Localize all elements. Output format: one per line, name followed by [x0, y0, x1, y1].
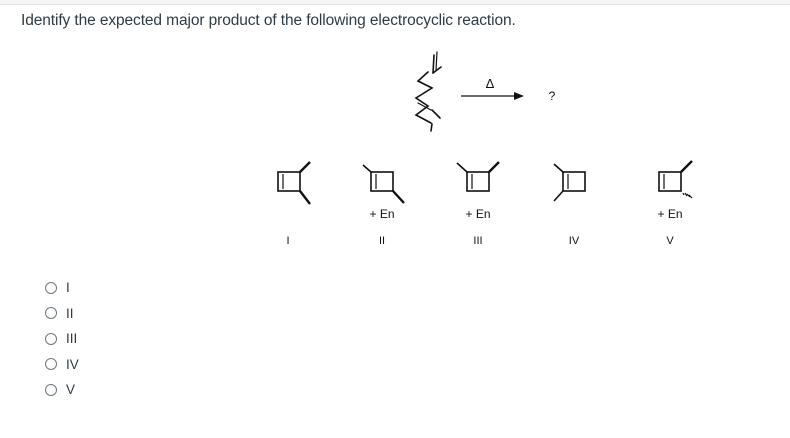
- answer-options: [45, 275, 245, 403]
- radio-button[interactable]: [45, 282, 57, 294]
- answer-label: II: [66, 305, 74, 321]
- answer-option-I[interactable]: [45, 275, 245, 301]
- product-placeholder: ?: [548, 89, 556, 103]
- product-V-extra: + En: [657, 207, 683, 221]
- answer-label: III: [66, 331, 78, 347]
- reaction-arrow: [461, 92, 524, 100]
- radio-button[interactable]: [45, 333, 57, 345]
- product-II-extra: + En: [369, 207, 395, 221]
- product-IV-numeral: IV: [568, 235, 580, 247]
- product-III-extra: + En: [465, 207, 491, 221]
- product-II-numeral: II: [378, 235, 386, 247]
- product-V-numeral: V: [666, 235, 674, 247]
- reactant-diene-structure: [416, 52, 441, 131]
- answer-label: V: [66, 382, 76, 398]
- question-text: Identify the expected major product of the following electrocyclic reaction.: [21, 12, 516, 29]
- product-IV-structure: [554, 164, 585, 201]
- product-III-structure: [457, 162, 499, 191]
- answer-option-V[interactable]: [45, 377, 245, 403]
- radio-button[interactable]: [45, 384, 57, 396]
- product-I-structure: [278, 162, 310, 204]
- heat-symbol: Δ: [485, 76, 495, 91]
- answer-label: I: [66, 280, 70, 296]
- product-II-structure: [363, 165, 404, 203]
- answer-label: IV: [66, 356, 79, 372]
- answer-option-IV[interactable]: [45, 352, 245, 378]
- radio-button[interactable]: [45, 307, 57, 319]
- radio-button[interactable]: [45, 358, 57, 370]
- product-I-numeral: I: [286, 235, 290, 247]
- product-III-numeral: III: [473, 235, 483, 247]
- product-V-structure: [659, 161, 692, 198]
- answer-option-III[interactable]: [45, 326, 245, 352]
- answer-option-II[interactable]: [45, 301, 245, 327]
